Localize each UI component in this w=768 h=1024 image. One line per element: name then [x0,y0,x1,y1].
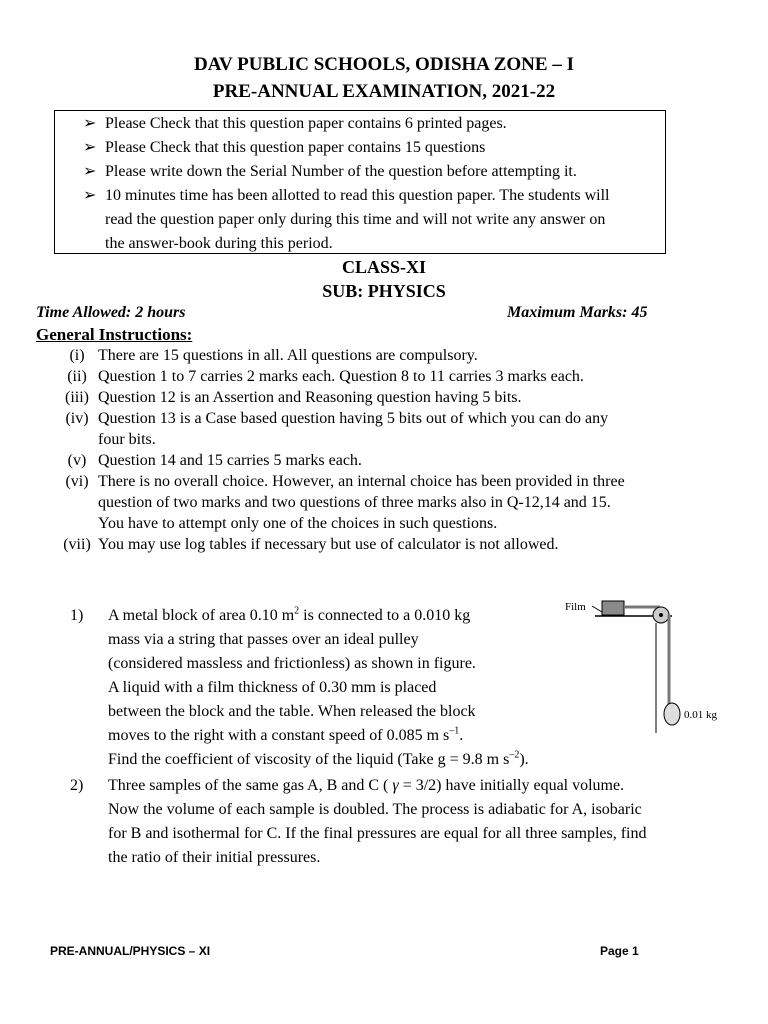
exam-title: PRE-ANNUAL EXAMINATION, 2021-22 [212,81,556,102]
pulley-figure [560,593,720,733]
arrow-bullet-icon: ➢ [83,163,97,180]
maximum-marks: Maximum Marks: 45 [507,304,648,321]
metal-block [602,601,624,615]
arrow-bullet-icon: ➢ [83,115,97,132]
hanging-mass [664,703,680,725]
mass-label: 0.01 kg [684,709,717,721]
notice-box: ➢ Please Check that this question paper contains 6 printed pages. ➢ Please Check that this question paper contains 15 questions ➢ Please write down the Serial Number of the question before attempting it. ➢ 10 minutes time has been allotted to read this question paper. The students will read the question paper only during this time and will not write any answer on the answer-book during this period. [54,110,666,254]
subject-label: SUB: PHYSICS [322,281,446,301]
film-label: Film [565,601,586,613]
school-title: DAV PUBLIC SCHOOLS, ODISHA ZONE – I [194,54,574,75]
question-number: 2) [70,777,84,794]
page-number: Page 1 [600,944,639,958]
class-label: CLASS-XI [341,257,427,277]
question-number: 1) [70,607,84,624]
question-text: Three samples of the same gas A, B and C ( γ = 3/2) have initially equal volume. Now the volume of each sample is doubled. The process is adiabatic for A, isobaric for B and isothermal for C. If the final pressures are equal for all three samples, find the ratio of their initial pressures. [108,777,647,866]
film-pointer [592,606,602,612]
exam-page: DAV PUBLIC SCHOOLS, ODISHA ZONE – I PRE-ANNUAL EXAMINATION, 2021-22 ➢ Please Check that this question paper contains 6 printed pages. ➢ Please Check that this question paper contains 15 questions ➢ Please write down the Serial Number of the question before attempting it. ➢ 10 minutes time has been allotted to read this question paper. The students will read the question paper only during this time and will not write any answer on the answer-book during this period. CLASS-XI SUB: PHYSICS Time Allowed: 2 hours Maximum Marks: 45 General Instructions: (i) There are 15 questions in all. All questions are compulsory. (ii) Question 1 to 7 carries 2 marks each. Question 8 to 11 carries 3 marks each. (iii) Question 12 is an Assertion and Reasoning question having 5 bits. (iv) Question 13 is a Case based question having 5 bits out of which you can do any four bits. (v) Question 14 and 15 carries 5 marks each. (vi) There is no overall choice. However, an internal choice has been provided in three question of two marks and two questions of three marks also in Q-12,14 and 15. You have to attempt only one of the choices in such questions. (vii) You may use log tables if necessary but use of calculator is not allowed. 1) A metal block of area 0.10 $m^2$ is connected to a 0.010 kg mass via a string that passes over an ideal pulley (considered massless and frictionless) as shown in figure. A liquid with a film thickness of 0.30 mm is placed between the block and the table. When released the block moves to the right with a constant speed of 0.085 m $s^{-1}$. Find the coefficient of viscosity of the liquid (Take g = 9.8 m $s^{-2}$). Film 0.01 kg 2) Three samples of the same gas A, B and C ( γ = 3/2) have initially equal volume. Now the volume of each sample is doubled. The process is adiabatic for A, isobaric for B and isothermal for C. If the final pressures are equal for all three samples, find the ratio of their initial pressures. PRE-ANNUAL/PHYSICS – XI Page 1 [0,0,768,1024]
footer-left: PRE-ANNUAL/PHYSICS – XI [50,944,211,958]
general-instructions-heading: General Instructions: [36,325,193,344]
question-text: A metal block of area 0.10 $m^2$ is connected to a 0.010 kg mass via a string that passes over an ideal pulley (considered massless and frictionless) as shown in figure. A liquid with a film thickness of 0.30 mm is placed between the block and the table. When released the block moves to the right with a constant speed of 0.085 m $s^{-1}$. Find the coefficient of viscosity of the liquid (Take g = 9.8 m $s^{-2}$). [108,605,529,768]
time-allowed: Time Allowed: 2 hours [36,304,186,321]
pulley-axle [659,613,663,617]
arrow-bullet-icon: ➢ [83,187,97,204]
arrow-bullet-icon: ➢ [83,139,97,156]
